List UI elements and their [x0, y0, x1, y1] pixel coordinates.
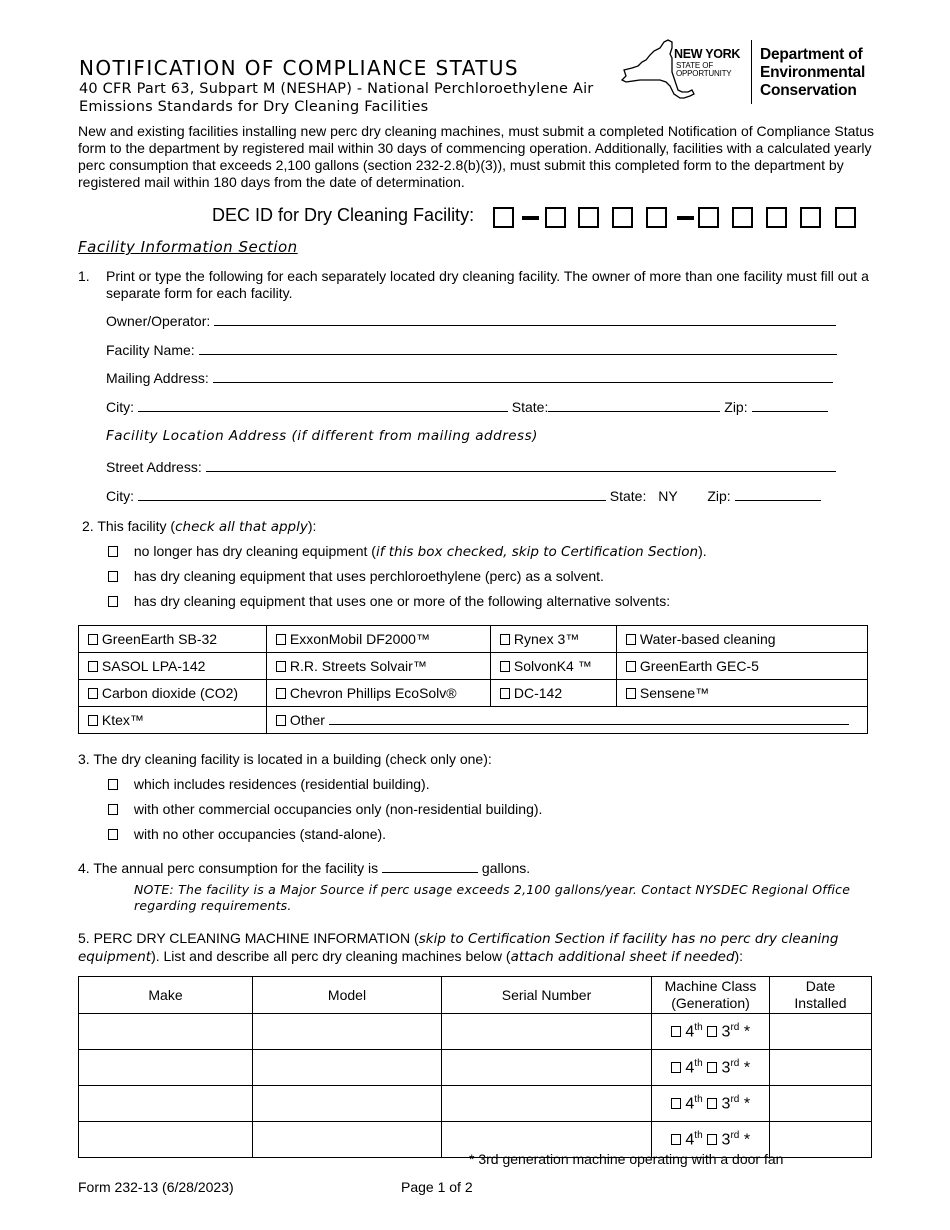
solvent-cell[interactable] [617, 626, 868, 653]
logo-divider [751, 40, 752, 104]
col-date-l2: Installed [794, 995, 847, 1011]
item2-intro-b: ): [307, 518, 317, 534]
mailing-row [106, 368, 833, 386]
item5-intro [78, 930, 878, 966]
date-cell[interactable] [770, 1050, 872, 1086]
gen3-label: 3 [721, 1059, 731, 1077]
item2-opt1-text-a: no longer has dry cleaning equipment ( [133, 543, 376, 559]
machine-row [79, 1050, 872, 1086]
location-heading: Facility Location Address (if different from mailing address) [106, 428, 538, 444]
dec-id-digit-1[interactable] [493, 207, 514, 228]
facility-name-row [106, 340, 837, 358]
gen3-checkbox[interactable] [707, 1026, 717, 1037]
gen3-checkbox[interactable] [707, 1134, 717, 1145]
dec-line-1: Department of [760, 46, 863, 63]
ny-state-logo [620, 38, 750, 100]
solvent-checkbox[interactable] [500, 688, 510, 699]
solvent-label: DC-142 [513, 685, 563, 701]
gen3-label: 3 [721, 1131, 731, 1149]
solvent-label: Chevron Phillips EcoSolv® [289, 685, 457, 701]
col-date-installed [770, 977, 872, 1014]
facility-name-input[interactable] [199, 340, 837, 355]
solvent-checkbox[interactable] [500, 661, 510, 672]
item1-number: 1. [78, 268, 90, 284]
item5-text-c: ). List and describe all perc dry cleaning machines below ( [151, 948, 511, 964]
item3-opt1-checkbox[interactable] [108, 779, 118, 790]
item4-note: NOTE: The facility is a Major Source if perc usage exceeds 2,100 gallons/year. Contact NYSDEC Regional Office regarding requirements. [134, 882, 851, 913]
solvent-cell[interactable] [79, 626, 267, 653]
city-input[interactable] [138, 397, 508, 412]
solvent-cell[interactable] [79, 707, 267, 734]
dec-id-digit-4[interactable] [612, 207, 633, 228]
zip2-input[interactable] [735, 486, 821, 501]
item2-opt1-text-b: ). [698, 543, 707, 559]
solvent-cell[interactable] [267, 680, 491, 707]
solvent-checkbox[interactable] [276, 661, 286, 672]
item5-text-d: attach additional sheet if needed [510, 949, 735, 965]
solvent-label: SASOL LPA-142 [101, 658, 206, 674]
dec-id-digit-2[interactable] [545, 207, 566, 228]
item2-opt1-checkbox[interactable] [108, 546, 118, 557]
item3-opt1-text: which includes residences (residential building). [133, 776, 430, 792]
item3-intro: 3. The dry cleaning facility is located in a building (check only one): [78, 751, 492, 767]
gen4-sup: th [694, 1021, 703, 1033]
solvent-label: GreenEarth GEC-5 [639, 658, 759, 674]
city2-label: City: [106, 488, 134, 504]
item3-option-3 [108, 826, 386, 843]
solvent-checkbox[interactable] [626, 661, 636, 672]
gen4-label: 4 [685, 1131, 695, 1149]
col-model: Model [253, 977, 442, 1014]
solvent-other-label: Other [289, 712, 325, 728]
state-label: State: [511, 399, 549, 415]
item2-intro-italic: check all that apply [175, 519, 308, 535]
alternative-solvents-table [78, 625, 868, 734]
dec-id-dash-2 [677, 216, 694, 220]
zip-label: Zip: [724, 399, 748, 415]
solvent-checkbox[interactable] [88, 661, 98, 672]
page-number: Page 1 of 2 [401, 1179, 473, 1195]
item3-opt2-text: with other commercial occupancies only (non-residential building). [133, 801, 543, 817]
solvent-label: Ktex™ [101, 712, 144, 728]
solvent-other-cell[interactable] [267, 707, 868, 734]
logo-ny-text: NEW YORK [674, 47, 741, 61]
form-subtitle [79, 80, 593, 116]
subtitle-line-1: 40 CFR Part 63, Subpart M (NESHAP) - National Perchloroethylene Air [79, 81, 594, 97]
item3-opt3-checkbox[interactable] [108, 829, 118, 840]
logo-state-of: STATE OF [676, 61, 714, 70]
gen3-label: 3 [721, 1095, 731, 1113]
solvent-label: GreenEarth SB-32 [101, 631, 218, 647]
item5-text-e: ): [734, 948, 744, 964]
make-cell[interactable] [79, 1122, 253, 1158]
street-label: Street Address: [106, 459, 202, 475]
zip-input[interactable] [752, 397, 828, 412]
gen4-sup: th [694, 1129, 703, 1141]
solvent-cell[interactable] [267, 653, 491, 680]
street-input[interactable] [206, 457, 836, 472]
dec-id-digit-6[interactable] [698, 207, 719, 228]
machine-row [79, 1014, 872, 1050]
solvent-checkbox[interactable] [626, 688, 636, 699]
solvent-checkbox[interactable] [276, 688, 286, 699]
dec-id-digit-3[interactable] [578, 207, 599, 228]
serial-cell[interactable] [442, 1050, 652, 1086]
gen3-star: * [743, 1023, 751, 1041]
make-cell[interactable] [79, 1014, 253, 1050]
intro-paragraph: New and existing facilities installing new perc dry cleaning machines, must submit a completed Notification of Compliance Status form to the department by registered mail within 30 days of commencing operation. Additionally, facilities with a calculated yearly perc consumption that exceeds 2,100 gallons (section 232-2.8(b)(3)), must submit this completed form to the department by registered mail within 180 days from the date of determination. [78, 123, 875, 190]
item2-opt2-checkbox[interactable] [108, 571, 118, 582]
subtitle-line-2: Emissions Standards for Dry Cleaning Facilities [79, 99, 429, 115]
col-machine-class [652, 977, 770, 1014]
item2-opt3-checkbox[interactable] [108, 596, 118, 607]
dec-id-dash-1 [522, 216, 539, 220]
gen4-checkbox[interactable] [671, 1098, 681, 1109]
date-cell[interactable] [770, 1086, 872, 1122]
solvent-row-4 [79, 707, 868, 734]
owner-label: Owner/Operator: [106, 313, 211, 329]
serial-cell[interactable] [442, 1086, 652, 1122]
solvent-label: Rynex 3™ [513, 631, 580, 647]
solvent-cell[interactable] [79, 653, 267, 680]
machine-header-row [79, 977, 872, 1014]
machine-row [79, 1086, 872, 1122]
solvent-cell[interactable] [491, 680, 617, 707]
solvent-checkbox[interactable] [88, 715, 98, 726]
solvent-other-input[interactable] [329, 712, 849, 725]
city2-row [106, 486, 821, 504]
item4-text-b: gallons. [481, 860, 531, 876]
solvent-row-1 [79, 626, 868, 653]
gen4-checkbox[interactable] [671, 1026, 681, 1037]
gen3-label: 3 [721, 1023, 731, 1041]
owner-input[interactable] [214, 311, 836, 326]
model-cell[interactable] [253, 1050, 442, 1086]
form-title: NOTIFICATION OF COMPLIANCE STATUS [79, 56, 519, 80]
gen4-label: 4 [685, 1095, 695, 1113]
gen3-checkbox[interactable] [707, 1062, 717, 1073]
date-cell[interactable] [770, 1014, 872, 1050]
generation-cell [652, 1086, 770, 1122]
gen4-checkbox[interactable] [671, 1062, 681, 1073]
solvent-label: ExxonMobil DF2000™ [289, 631, 430, 647]
dec-line-3: Conservation [760, 82, 857, 99]
item2-opt3-text: has dry cleaning equipment that uses one or more of the following alternative solvents: [133, 593, 671, 609]
item2-intro [82, 518, 316, 536]
solvent-checkbox[interactable] [626, 634, 636, 645]
make-cell[interactable] [79, 1086, 253, 1122]
dec-id-digit-5[interactable] [646, 207, 667, 228]
gen4-label: 4 [685, 1023, 695, 1041]
make-cell[interactable] [79, 1050, 253, 1086]
item2-intro-a: 2. This facility ( [82, 518, 176, 534]
generation-cell [652, 1014, 770, 1050]
solvent-other-checkbox[interactable] [276, 715, 286, 726]
form-number: Form 232-13 (6/28/2023) [78, 1179, 234, 1195]
serial-cell[interactable] [442, 1014, 652, 1050]
gen3-sup: rd [730, 1093, 740, 1105]
gen3-star: * [743, 1131, 751, 1149]
mailing-label: Mailing Address: [106, 370, 209, 386]
item2-option-3 [108, 593, 670, 610]
state-input[interactable] [548, 397, 720, 412]
item3-option-2 [108, 801, 542, 818]
gen3-sup: rd [730, 1129, 740, 1141]
model-cell[interactable] [253, 1014, 442, 1050]
city2-input[interactable] [138, 486, 606, 501]
dec-id-digit-8[interactable] [766, 207, 787, 228]
item2-option-2 [108, 568, 604, 585]
solvent-cell[interactable] [79, 680, 267, 707]
col-make: Make [79, 977, 253, 1014]
solvent-label: Carbon dioxide (CO2) [101, 685, 239, 701]
city-row [106, 397, 828, 415]
solvent-label: R.R. Streets Solvair™ [289, 658, 427, 674]
item4-row [78, 858, 530, 877]
gen4-label: 4 [685, 1059, 695, 1077]
solvent-cell[interactable] [491, 653, 617, 680]
gen3-star: * [743, 1059, 751, 1077]
perc-consumption-input[interactable] [382, 858, 478, 873]
zip2-label: Zip: [707, 488, 731, 504]
state2-value: NY [658, 488, 678, 504]
dec-id-digit-7[interactable] [732, 207, 753, 228]
solvent-label: Sensene™ [639, 685, 710, 701]
state2-label: State: [609, 488, 647, 504]
item5-text-a: 5. PERC DRY CLEANING MACHINE INFORMATION ( [78, 930, 419, 946]
date-cell[interactable] [770, 1122, 872, 1158]
item2-opt1-italic: if this box checked, skip to Certification Section [375, 544, 699, 560]
item1-text: Print or type the following for each separately located dry cleaning facility. The owner of more than one facility must fill out a separate form for each facility. [106, 268, 869, 301]
generation-cell [652, 1050, 770, 1086]
solvent-label: SolvonK4 ™ [513, 658, 592, 674]
item3-option-1 [108, 776, 430, 793]
item3-opt3-text: with no other occupancies (stand-alone). [133, 826, 387, 842]
dec-id-digit-9[interactable] [800, 207, 821, 228]
solvent-label: Water-based cleaning [639, 631, 776, 647]
solvent-checkbox[interactable] [276, 634, 286, 645]
model-cell[interactable] [253, 1086, 442, 1122]
model-cell[interactable] [253, 1122, 442, 1158]
gen4-sup: th [694, 1093, 703, 1105]
solvent-row-2 [79, 653, 868, 680]
solvent-cell[interactable] [617, 680, 868, 707]
solvent-checkbox[interactable] [88, 634, 98, 645]
solvent-checkbox[interactable] [88, 688, 98, 699]
solvent-cell[interactable] [617, 653, 868, 680]
city-label: City: [106, 399, 134, 415]
item4-text-a: 4. The annual perc consumption for the facility is [78, 860, 379, 876]
dec-id-digit-10[interactable] [835, 207, 856, 228]
facility-section-title: Facility Information Section [78, 238, 298, 256]
item2-opt2-text: has dry cleaning equipment that uses perchloroethylene (perc) as a solvent. [133, 568, 604, 584]
gen3-sup: rd [730, 1021, 740, 1033]
machine-info-table [78, 976, 872, 1158]
gen4-sup: th [694, 1057, 703, 1069]
item5-text-b: skip to Certification Section if facility has no perc dry cleaning equipment [78, 931, 839, 965]
item2-option-1 [108, 543, 707, 561]
machine-footnote: * 3rd generation machine operating with a door fan [469, 1151, 784, 1167]
col-serial: Serial Number [442, 977, 652, 1014]
street-row [106, 457, 836, 475]
solvent-cell[interactable] [491, 626, 617, 653]
gen3-sup: rd [730, 1057, 740, 1069]
gen3-star: * [743, 1095, 751, 1113]
dec-line-2: Environmental [760, 64, 866, 81]
mailing-input[interactable] [213, 368, 833, 383]
gen4-checkbox[interactable] [671, 1134, 681, 1145]
col-date-l1: Date [805, 978, 836, 994]
col-machine-class-l1: Machine Class [664, 978, 757, 994]
solvent-row-3 [79, 680, 868, 707]
logo-opportunity: OPPORTUNITY [676, 69, 732, 78]
dec-id-label: DEC ID for Dry Cleaning Facility: [212, 205, 475, 225]
solvent-checkbox[interactable] [500, 634, 510, 645]
facility-name-label: Facility Name: [106, 342, 195, 358]
item3-opt2-checkbox[interactable] [108, 804, 118, 815]
owner-row [106, 311, 836, 329]
dec-logo-text [760, 46, 865, 100]
col-machine-class-l2: (Generation) [671, 995, 750, 1011]
solvent-cell[interactable] [267, 626, 491, 653]
gen3-checkbox[interactable] [707, 1098, 717, 1109]
